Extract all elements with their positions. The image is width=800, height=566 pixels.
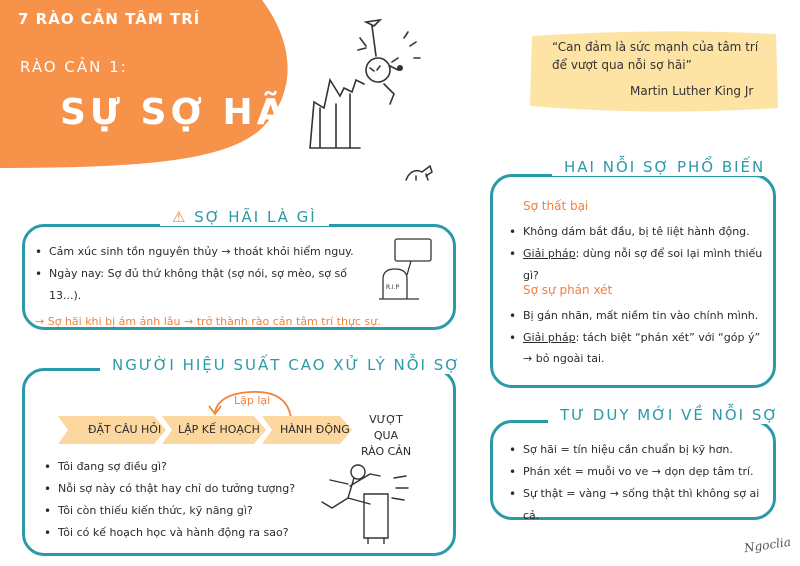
- fear2-solution-label: Giải pháp: [523, 331, 576, 344]
- new-mindset-box: [490, 420, 776, 520]
- what-is-fear-bullet: • Ngày nay: Sợ đủ thứ không thật (sợ nói, sợ mèo, sợ số 13...).: [35, 263, 365, 307]
- cat-icon: [404, 162, 438, 182]
- question-item: • Tôi có kế hoạch học và hành động ra sao?: [44, 522, 314, 544]
- goal-line-1: VƯỢT QUA: [369, 413, 403, 442]
- step-act: HÀNH ĐỘNG: [280, 423, 350, 436]
- what-is-fear-conclusion: → Sợ hãi khi bị ám ảnh lâu → trở thành rào cản tâm trí thực sự.: [35, 315, 381, 328]
- fear1-title: Sợ thất bại: [523, 199, 589, 213]
- step-plan: LẬP KẾ HOẠCH: [178, 423, 260, 436]
- two-fears-box: [490, 174, 776, 388]
- fear1-point: • Không dám bắt đầu, bị tê liệt hành động.: [509, 221, 765, 243]
- barrier-label: RÀO CẢN 1:: [20, 58, 128, 76]
- two-fears-title: HAI NỖI SỢ PHỔ BIẾN: [552, 158, 777, 176]
- goal-line-2: RÀO CẢN: [360, 445, 412, 458]
- fear1-solution-label: Giải pháp: [523, 247, 576, 260]
- mindset-item: • Sợ hãi = tín hiệu cần chuẩn bị kỹ hơn.: [509, 439, 769, 461]
- repeat-label: Lặp lại: [234, 394, 271, 407]
- author-signature: Ngoclia: [743, 534, 792, 556]
- question-item: • Nỗi sợ này có thật hay chỉ do tưởng tượng?: [44, 478, 314, 500]
- barrier-name: SỰ SỢ HÃI: [60, 92, 306, 133]
- tombstone-illustration: [375, 235, 441, 305]
- series-title: 7 RÀO CẢN TÂM TRÍ: [18, 10, 201, 28]
- mindset-item: • Phán xét = muỗi vo ve → dọn dẹp tâm trí.: [509, 461, 769, 483]
- question-item: • Tôi còn thiếu kiến thức, kỹ năng gì?: [44, 500, 314, 522]
- questions-list: [44, 456, 314, 544]
- fear2-solution: [509, 327, 765, 349]
- fear2-solution-text: : tách biệt “phán xét” với “góp ý”: [575, 331, 761, 344]
- new-mindset-title: TƯ DUY MỚI VỀ NỖI SỢ: [548, 406, 791, 424]
- what-is-fear-title: SỢ HÃI LÀ GÌ: [194, 208, 317, 226]
- fear1-solution: [509, 243, 765, 287]
- fear2-point: • Bị gán nhãn, mất niềm tin vào chính mình.: [509, 305, 765, 327]
- fear1-solution-text: : dùng nỗi sợ để soi lại mình thiếu gì?: [523, 247, 763, 282]
- fear2-title: Sợ sự phán xét: [523, 283, 613, 297]
- goal-label: [356, 412, 416, 460]
- mindset-item: • Sự thật = vàng → sống thật thì không sợ ai cả.: [509, 483, 769, 527]
- question-item: • Tôi đang sợ điều gì?: [44, 456, 314, 478]
- falling-person-illustration: [300, 8, 440, 158]
- quote-author: Martin Luther King Jr: [630, 84, 754, 98]
- what-is-fear-box: [22, 224, 456, 330]
- step-ask: ĐẶT CÂU HỎI: [88, 423, 162, 436]
- quote-text: “Can đảm là sức mạnh của tâm trí để vượt qua nỗi sợ hãi”: [552, 40, 759, 72]
- tombstone-label: R.I.P: [386, 284, 400, 291]
- what-is-fear-title-wrap: [160, 208, 329, 226]
- fear2-solution-cont: → bỏ ngoài tai.: [523, 352, 605, 365]
- high-performers-title: NGƯỜI HIỆU SUẤT CAO XỬ LÝ NỖI SỢ: [100, 356, 473, 374]
- warning-icon: ⚠: [172, 208, 188, 226]
- jumping-person-illustration: [318, 458, 418, 544]
- what-is-fear-bullet: • Cảm xúc sinh tồn nguyên thủy → thoát khỏi hiểm nguy.: [35, 241, 365, 263]
